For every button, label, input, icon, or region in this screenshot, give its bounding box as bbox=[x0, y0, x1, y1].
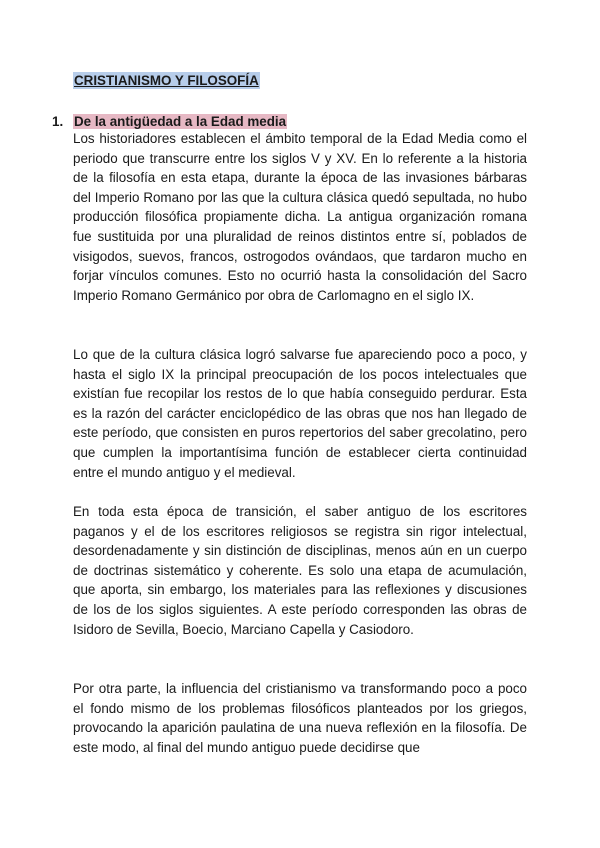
section-number: 1. bbox=[52, 114, 64, 129]
paragraph-4: Por otra parte, la influencia del cristianismo va transformando poco a poco el fondo mismo de los problemas filosóficos planteados por los griegos, provocando la aparición paulatina de una nueva reflexión en la filosofía. De este modo, al final del mundo antiguo puede decidirse que bbox=[73, 681, 527, 755]
paragraph-2: Lo que de la cultura clásica logró salvarse fue apareciendo poco a poco, y hasta el siglo IX la principal preocupación de los pocos intelectuales que existían fue recopilar los restos de lo que había conseguido perdurar. Esta es la razón del carácter enciclopédico de las obras que nos han llegado de este período, que consisten en puros repertorios del saber grecolatino, pero que cumplen la importantísima función de establecer cierta continuidad entre el mundo antiguo y el medieval. bbox=[73, 347, 527, 480]
section-title: De la antigüedad a la Edad media bbox=[74, 114, 287, 129]
paragraph-3: En toda esta época de transición, el saber antiguo de los escritores paganos y el de los escritores religiosos se registra sin rigor intelectual, desordenadamente y sin distinción de disciplinas, menos aún en un cuerpo de doctrinas sistemático y coherente. Es solo una etapa de acumulación, que aporta, sin embargo, los materiales para las reflexiones y discusiones de los de los siglos siguientes. A este período corresponden las obras de Isidoro de Sevilla, Boecio, Marciano Capella y Casiodoro. bbox=[73, 504, 527, 637]
paragraph-1: Los historiadores establecen el ámbito temporal de la Edad Media como el periodo que transcurre entre los siglos V y XV. En lo referente a la historia de la filosofía en esta etapa, durante la época de las invasiones bárbaras del Imperio Romano por las que la cultura clásica quedó sepultada, no hubo producción filosófica propiamente dicha. La antigua organización romana fue sustituida por una pluralidad de reinos distintos entre sí, poblados de visigodos, suevos, francos, ostrogodos ovándaos, que tardaron mucho en forjar vínculos comunes. Esto no ocurrió hasta la consolidación del Sacro Imperio Romano Germánico por obra de Carlomagno en el siglo IX. bbox=[73, 131, 527, 303]
section-heading bbox=[52, 113, 287, 130]
document-title: CRISTIANISMO Y FILOSOFÍA bbox=[74, 73, 259, 88]
